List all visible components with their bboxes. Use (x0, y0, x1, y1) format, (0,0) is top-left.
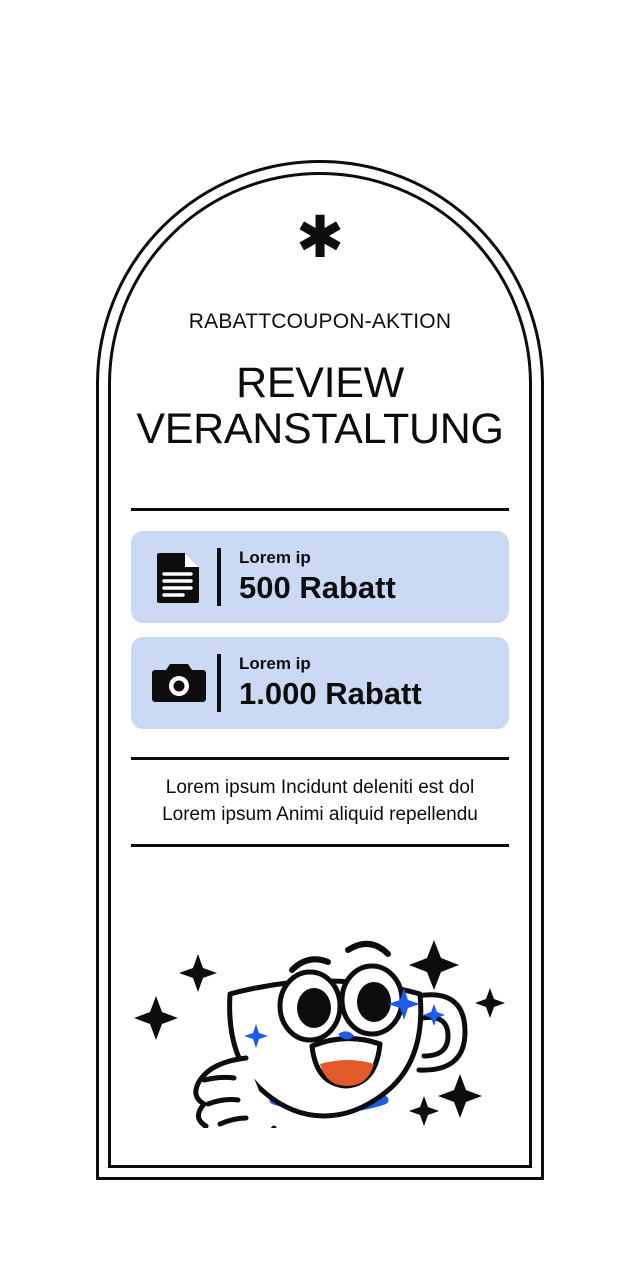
fineprint (131, 774, 509, 828)
headline-line-2: VERANSTALTUNG (136, 405, 504, 453)
page-title (130, 360, 510, 452)
offer-card-camera[interactable] (131, 637, 509, 729)
headline-line-1: REVIEW (236, 359, 404, 407)
fineprint-line-2: Lorem ipsum Animi aliquid repellendu (162, 804, 478, 825)
document-icon (151, 549, 207, 605)
smiling-coffee-cup-character (134, 878, 506, 1128)
fineprint-line-1: Lorem ipsum Incidunt deleniti est dol (165, 777, 475, 798)
offer-value: 1.000 Rabatt (239, 676, 422, 711)
poster-content (108, 172, 532, 1168)
camera-icon (151, 655, 207, 711)
offer-divider (217, 654, 221, 712)
offer-text (239, 654, 422, 712)
illustration (131, 847, 509, 1168)
divider-middle (131, 757, 509, 760)
asterisk-icon: ✱ (295, 205, 345, 270)
divider-top (131, 508, 509, 511)
offer-list (131, 531, 509, 729)
offer-text (239, 548, 396, 606)
offer-label: Lorem ip (239, 654, 311, 673)
offer-label: Lorem ip (239, 548, 311, 567)
coupon-poster (96, 160, 544, 1180)
offer-divider (217, 548, 221, 606)
offer-value: 500 Rabatt (239, 570, 396, 605)
poster-eyebrow: RABATTCOUPON-AKTION (188, 310, 452, 333)
offer-card-document[interactable] (131, 531, 509, 623)
